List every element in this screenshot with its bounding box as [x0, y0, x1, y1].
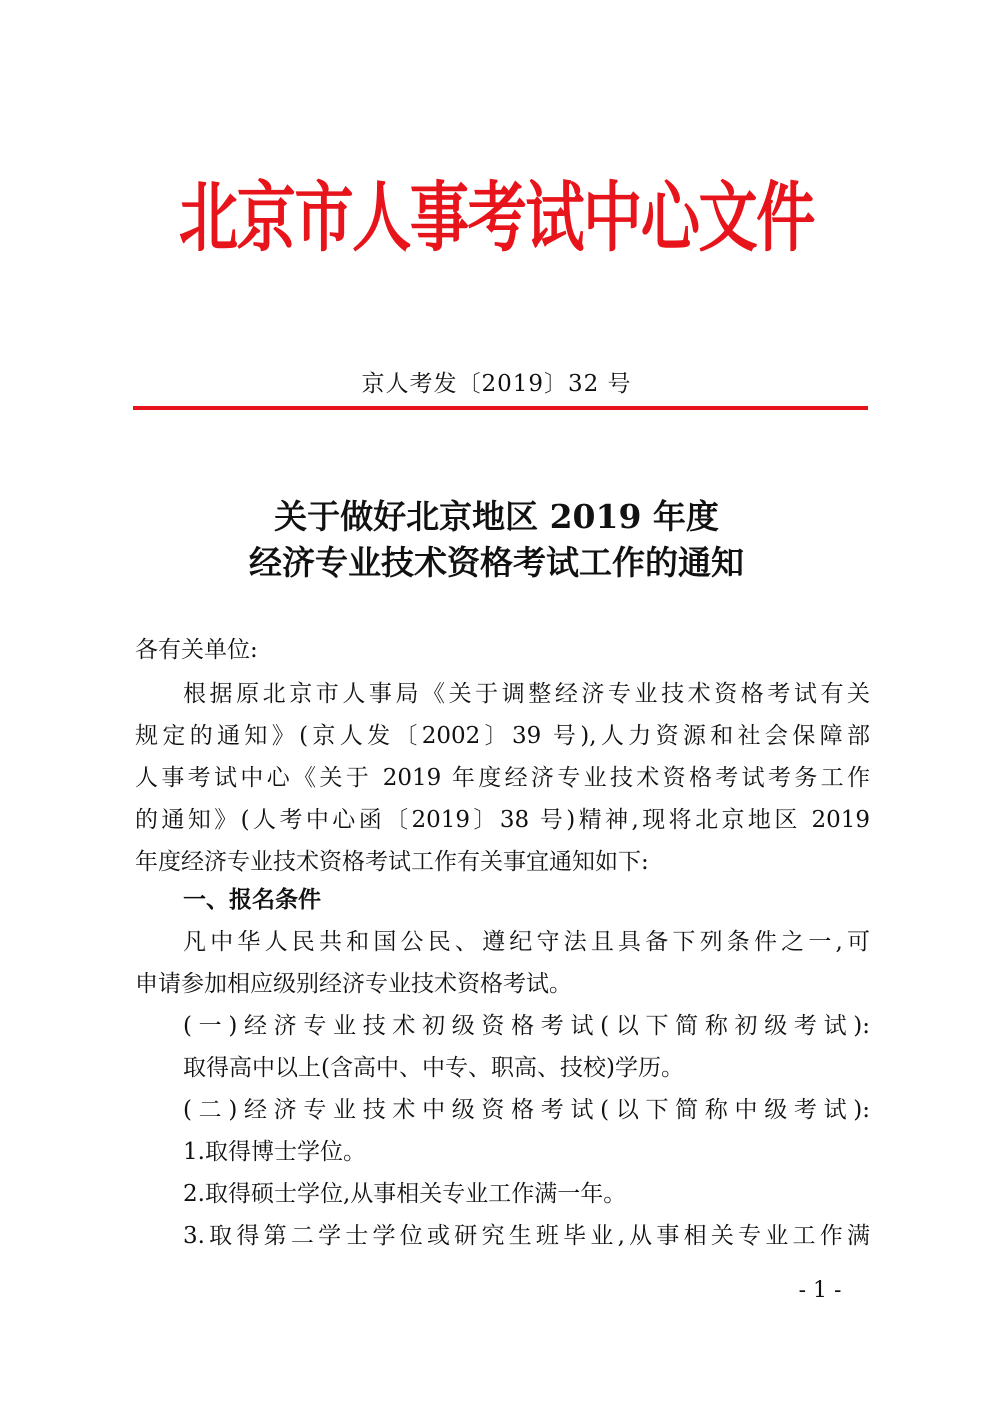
section-1-line-1: 凡中华人民共和国公民、遵纪守法且具备下列条件之一,可	[183, 929, 870, 955]
intro-line-2: 规定的通知》(京人发〔2002〕39 号),人力资源和社会保障部	[135, 723, 870, 749]
salutation: 各有关单位:	[135, 637, 258, 663]
list-item: 2.取得硕士学位,从事相关专业工作满一年。	[183, 1181, 627, 1207]
section-1-line-2: 申请参加相应级别经济专业技术资格考试。	[135, 971, 572, 997]
intro-line-4: 的通知》(人考中心函〔2019〕38 号)精神,现将北京地区 2019	[135, 807, 870, 833]
subsection-2-heading: (二)经济专业技术中级资格考试(以下简称中级考试):	[183, 1097, 870, 1123]
section-1-heading: 一、报名条件	[183, 887, 321, 913]
intro-line-5: 年度经济专业技术资格考试工作有关事宜通知如下:	[135, 849, 649, 875]
red-divider-rule	[133, 406, 868, 410]
subsection-1-text: 取得高中以上(含高中、中专、职高、技校)学历。	[183, 1055, 684, 1081]
notice-title-line-2: 经济专业技术资格考试工作的通知	[249, 543, 744, 582]
page-number: - 1 -	[798, 1278, 842, 1303]
intro-line-1: 根据原北京市人事局《关于调整经济专业技术资格考试有关	[183, 681, 870, 707]
list-item: 3.取得第二学士学位或研究生班毕业,从事相关专业工作满	[183, 1223, 870, 1249]
intro-line-3: 人事考试中心《关于 2019 年度经济专业技术资格考试考务工作	[135, 765, 870, 791]
notice-title-line-1: 关于做好北京地区 2019 年度	[274, 497, 719, 536]
list-item: 1.取得博士学位。	[183, 1139, 366, 1165]
document-number: 京人考发〔2019〕32 号	[361, 371, 632, 397]
document-header-title: 北京市人事考试中心文件	[178, 173, 814, 262]
subsection-1-heading: (一)经济专业技术初级资格考试(以下简称初级考试):	[183, 1013, 870, 1039]
